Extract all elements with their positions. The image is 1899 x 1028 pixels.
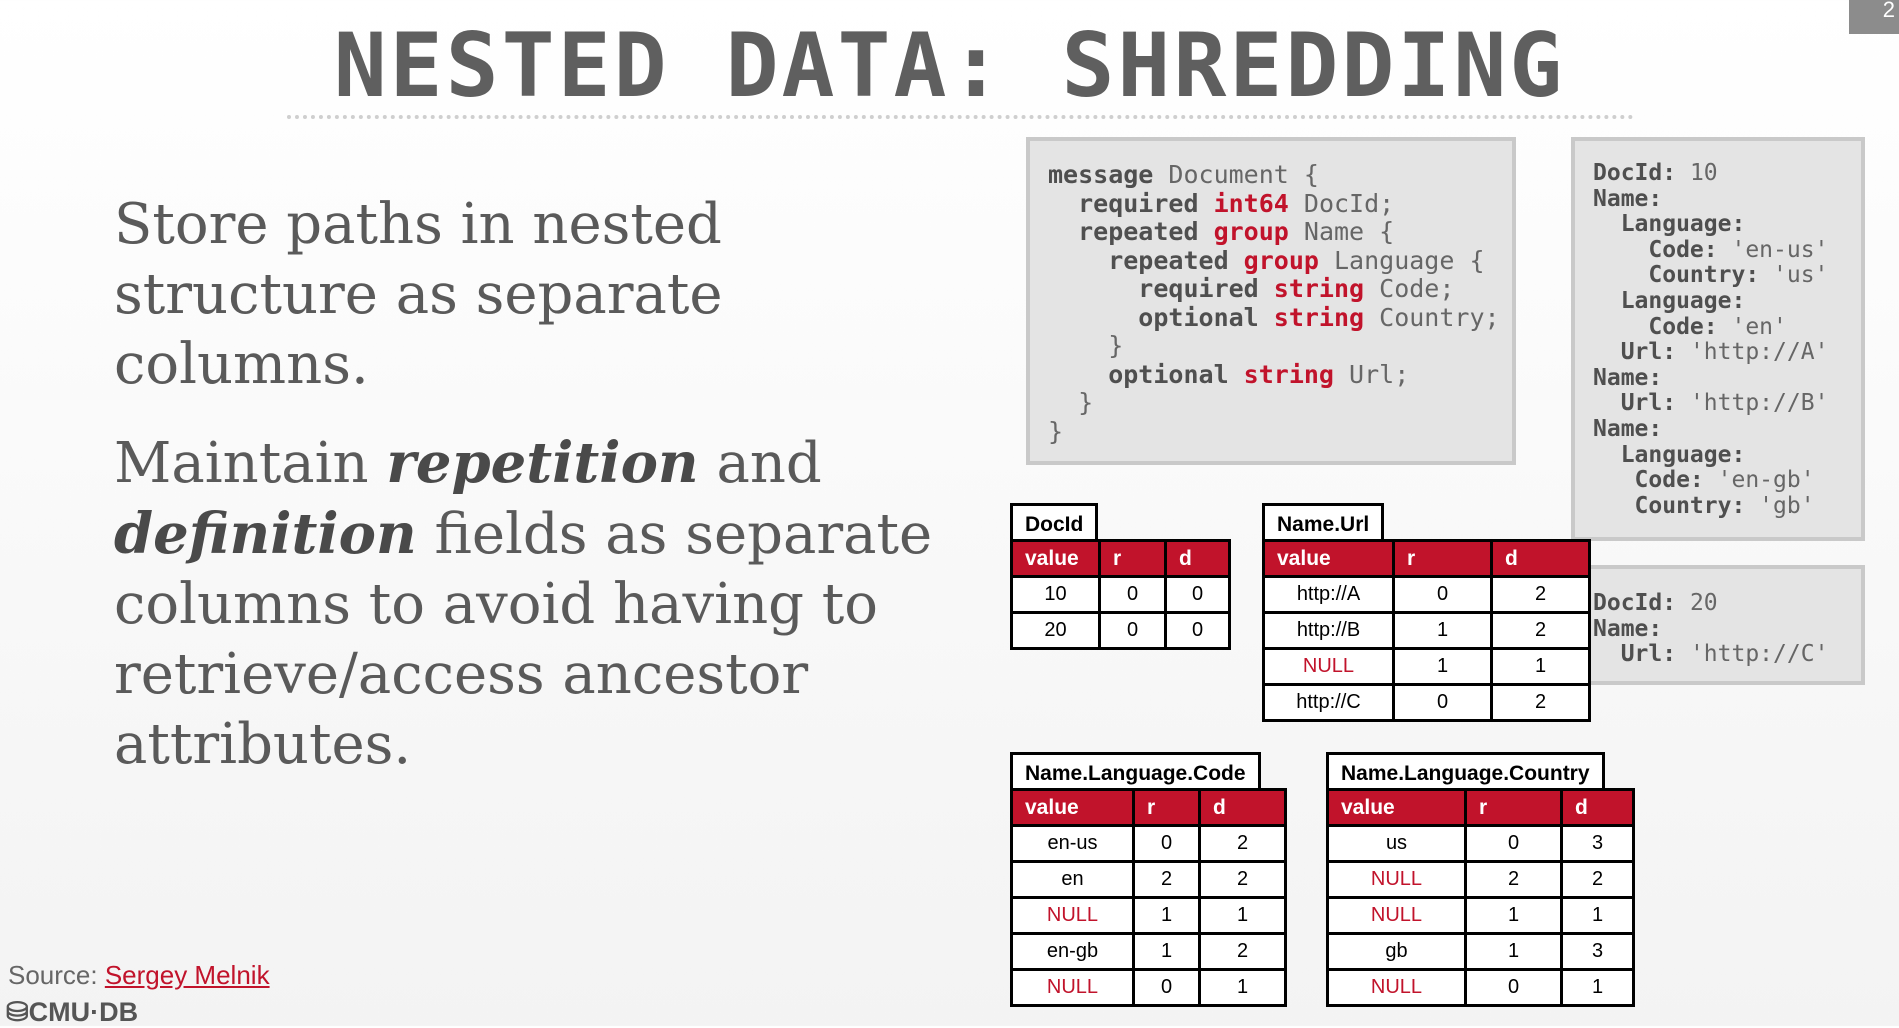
record-line <box>1593 591 1861 617</box>
record-line <box>1593 391 1861 417</box>
record-line <box>1593 315 1861 341</box>
record-field: Language: <box>1593 287 1746 314</box>
record-value: 'en-us' <box>1717 236 1829 263</box>
paragraph-repetition-definition <box>114 428 994 780</box>
table-row <box>1012 970 1286 1006</box>
column-table <box>1326 788 1635 1007</box>
record-field: Country: <box>1593 262 1760 289</box>
record-value: 'en' <box>1717 313 1787 340</box>
schema-line <box>1048 332 1512 361</box>
table-cell: 1 <box>1134 898 1200 934</box>
table-cell: 10 <box>1012 577 1100 613</box>
record-field: DocId: <box>1593 160 1677 186</box>
slide-title: NESTED DATA: SHREDDING <box>333 14 1566 117</box>
table-cell: 2 <box>1492 685 1590 721</box>
table-row <box>1264 649 1590 685</box>
table-row <box>1012 577 1230 613</box>
schema-line <box>1048 418 1512 447</box>
source-label: Source: <box>8 960 105 990</box>
table-docid <box>1010 503 1231 650</box>
table-cell: NULL <box>1012 970 1134 1006</box>
table-cell: http://A <box>1264 577 1394 613</box>
table-header-row <box>1012 790 1286 826</box>
table-title: Name.Url <box>1262 503 1384 539</box>
column-header: value <box>1264 541 1394 577</box>
schema-text: } <box>1048 331 1124 360</box>
para2-post: fields as separate columns to avoid having to retrieve/access ancestor attributes. <box>114 502 933 777</box>
schema-text: Url; <box>1333 359 1410 389</box>
para2-mid: and <box>698 431 822 496</box>
para2-pre: Maintain <box>114 431 387 496</box>
column-header: r <box>1134 790 1200 826</box>
table-cell: 1 <box>1492 649 1590 685</box>
table-cell: 2 <box>1200 826 1286 862</box>
paragraph-paths: Store paths in nested structure as separate columns. <box>114 192 723 397</box>
record-line <box>1593 340 1861 366</box>
table-header-row <box>1328 790 1634 826</box>
schema-text: Name { <box>1288 217 1395 246</box>
type-keyword: group <box>1243 245 1319 275</box>
record-field: Name: <box>1593 185 1663 212</box>
schema-keyword: repeated <box>1048 245 1244 275</box>
record-field: Language: <box>1593 441 1746 468</box>
type-keyword: string <box>1273 274 1365 303</box>
table-row <box>1012 934 1286 970</box>
table-cell: en-us <box>1012 826 1134 862</box>
column-header: r <box>1100 541 1166 577</box>
schema-keyword: optional <box>1048 359 1244 389</box>
table-row <box>1012 613 1230 649</box>
table-row <box>1328 934 1634 970</box>
record-field: Code: <box>1593 313 1718 340</box>
schema-text: Language { <box>1318 245 1485 275</box>
column-table <box>1010 539 1231 650</box>
table-cell: 1 <box>1134 934 1200 970</box>
table-cell: NULL <box>1328 970 1466 1006</box>
record-doc-20 <box>1571 565 1865 685</box>
column-header: value <box>1328 790 1466 826</box>
schema-keyword: message <box>1048 160 1154 189</box>
schema-text: } <box>1048 388 1094 417</box>
table-row <box>1328 970 1634 1006</box>
record-field: Country: <box>1593 492 1746 519</box>
column-header: value <box>1012 790 1134 826</box>
record-value: 'en-gb' <box>1703 467 1815 494</box>
record-field: Language: <box>1593 211 1746 238</box>
table-header-row <box>1012 541 1230 577</box>
table-cell: 1 <box>1200 898 1286 934</box>
record-value: 'us' <box>1759 262 1829 289</box>
table-title: DocId <box>1010 503 1098 539</box>
table-cell: 0 <box>1100 577 1166 613</box>
table-cell: 2 <box>1200 862 1286 898</box>
record-value: 'http://C' <box>1676 641 1829 668</box>
schema-text: Country; <box>1364 302 1500 332</box>
record-field: Name: <box>1593 364 1663 391</box>
schema-line <box>1048 190 1512 219</box>
record-line <box>1593 187 1861 213</box>
column-header: d <box>1492 541 1590 577</box>
schema-code-box <box>1026 137 1516 465</box>
table-cell: NULL <box>1328 898 1466 934</box>
table-cell: en <box>1012 862 1134 898</box>
table-cell: 1 <box>1466 898 1562 934</box>
table-row <box>1264 685 1590 721</box>
record-field: Url: <box>1593 641 1677 668</box>
record-line <box>1593 494 1861 520</box>
table-cell: us <box>1328 826 1466 862</box>
record-line <box>1593 161 1861 187</box>
column-header: d <box>1166 541 1230 577</box>
table-header-row <box>1264 541 1590 577</box>
column-header: value <box>1012 541 1100 577</box>
schema-text: Document { <box>1153 160 1319 189</box>
record-line <box>1593 289 1861 315</box>
column-table <box>1010 788 1287 1007</box>
record-field: Name: <box>1593 615 1663 642</box>
cmu-db-logo <box>6 997 138 1028</box>
logo-text: CMU·DB <box>28 997 139 1027</box>
table-cell: 1 <box>1562 970 1634 1006</box>
table-cell: 2 <box>1562 862 1634 898</box>
table-cell: NULL <box>1012 898 1134 934</box>
record-line <box>1593 212 1861 238</box>
table-cell: 2 <box>1200 934 1286 970</box>
table-cell: 3 <box>1562 826 1634 862</box>
table-cell: 1 <box>1466 934 1562 970</box>
database-icon: ⛁ <box>6 997 29 1027</box>
schema-keyword: optional <box>1048 302 1274 332</box>
record-value: 'http://B' <box>1676 390 1829 417</box>
table-name-language-country <box>1326 752 1635 1007</box>
table-cell: 0 <box>1394 577 1492 613</box>
table-name-url <box>1262 503 1591 722</box>
table-cell: 2 <box>1492 577 1590 613</box>
table-row <box>1328 826 1634 862</box>
schema-text: Code; <box>1364 274 1455 303</box>
record-value: 10 <box>1676 160 1718 186</box>
type-keyword: int64 <box>1213 188 1289 218</box>
column-header: r <box>1466 790 1562 826</box>
table-cell: NULL <box>1328 862 1466 898</box>
table-cell: http://C <box>1264 685 1394 721</box>
table-cell: http://B <box>1264 613 1394 649</box>
record-line <box>1593 468 1861 494</box>
table-cell: 0 <box>1466 970 1562 1006</box>
table-cell: 20 <box>1012 613 1100 649</box>
record-doc-10 <box>1571 137 1865 541</box>
schema-keyword: required <box>1048 188 1214 218</box>
schema-line <box>1048 361 1512 390</box>
record-field: Url: <box>1593 339 1677 366</box>
table-cell: 0 <box>1134 970 1200 1006</box>
table-row <box>1264 577 1590 613</box>
schema-text: DocId; <box>1288 188 1395 218</box>
record-field: Code: <box>1593 236 1718 263</box>
table-cell: 2 <box>1134 862 1200 898</box>
table-cell: 2 <box>1492 613 1590 649</box>
record-line <box>1593 443 1861 469</box>
schema-line <box>1048 389 1512 418</box>
column-table <box>1262 539 1591 722</box>
record-line <box>1593 417 1861 443</box>
record-line <box>1593 263 1861 289</box>
table-title: Name.Language.Country <box>1326 752 1605 788</box>
table-title: Name.Language.Code <box>1010 752 1261 788</box>
table-row <box>1012 862 1286 898</box>
type-keyword: string <box>1273 302 1365 332</box>
table-cell: 0 <box>1166 577 1230 613</box>
schema-line <box>1048 161 1512 190</box>
table-cell: 1 <box>1394 613 1492 649</box>
column-header: d <box>1200 790 1286 826</box>
record-value: 'gb' <box>1745 492 1815 519</box>
schema-keyword: repeated <box>1048 217 1214 246</box>
table-cell: 1 <box>1394 649 1492 685</box>
table-name-language-code <box>1010 752 1287 1007</box>
record-value: 20 <box>1676 590 1718 616</box>
record-field: Name: <box>1593 415 1663 442</box>
table-cell: 0 <box>1166 613 1230 649</box>
record-field: DocId: <box>1593 590 1677 616</box>
slide-number: 2 <box>1849 0 1899 34</box>
record-line <box>1593 366 1861 392</box>
record-field: Url: <box>1593 390 1677 417</box>
record-line <box>1593 642 1861 668</box>
table-cell: NULL <box>1264 649 1394 685</box>
table-cell: gb <box>1328 934 1466 970</box>
table-cell: 0 <box>1100 613 1166 649</box>
table-cell: 1 <box>1200 970 1286 1006</box>
column-header: r <box>1394 541 1492 577</box>
record-line <box>1593 238 1861 264</box>
schema-line <box>1048 247 1512 276</box>
schema-line <box>1048 304 1512 333</box>
title-divider <box>287 115 1634 119</box>
table-cell: 0 <box>1466 826 1562 862</box>
table-row <box>1328 862 1634 898</box>
source-link[interactable]: Sergey Melnik <box>104 960 270 990</box>
table-row <box>1328 898 1634 934</box>
table-row <box>1012 826 1286 862</box>
record-line <box>1593 617 1861 643</box>
term-definition: definition <box>114 501 417 567</box>
schema-text: } <box>1048 416 1064 446</box>
table-row <box>1012 898 1286 934</box>
record-value: 'http://A' <box>1676 339 1829 366</box>
record-field: Code: <box>1593 467 1704 494</box>
source-credit <box>8 960 270 991</box>
schema-line <box>1048 275 1512 304</box>
table-cell: en-gb <box>1012 934 1134 970</box>
schema-keyword: required <box>1048 274 1274 303</box>
table-cell: 0 <box>1134 826 1200 862</box>
schema-line <box>1048 218 1512 247</box>
table-cell: 3 <box>1562 934 1634 970</box>
column-header: d <box>1562 790 1634 826</box>
table-cell: 0 <box>1394 685 1492 721</box>
table-cell: 2 <box>1466 862 1562 898</box>
type-keyword: string <box>1243 359 1334 389</box>
table-row <box>1264 613 1590 649</box>
table-cell: 1 <box>1562 898 1634 934</box>
type-keyword: group <box>1213 217 1289 246</box>
term-repetition: repetition <box>386 430 699 496</box>
